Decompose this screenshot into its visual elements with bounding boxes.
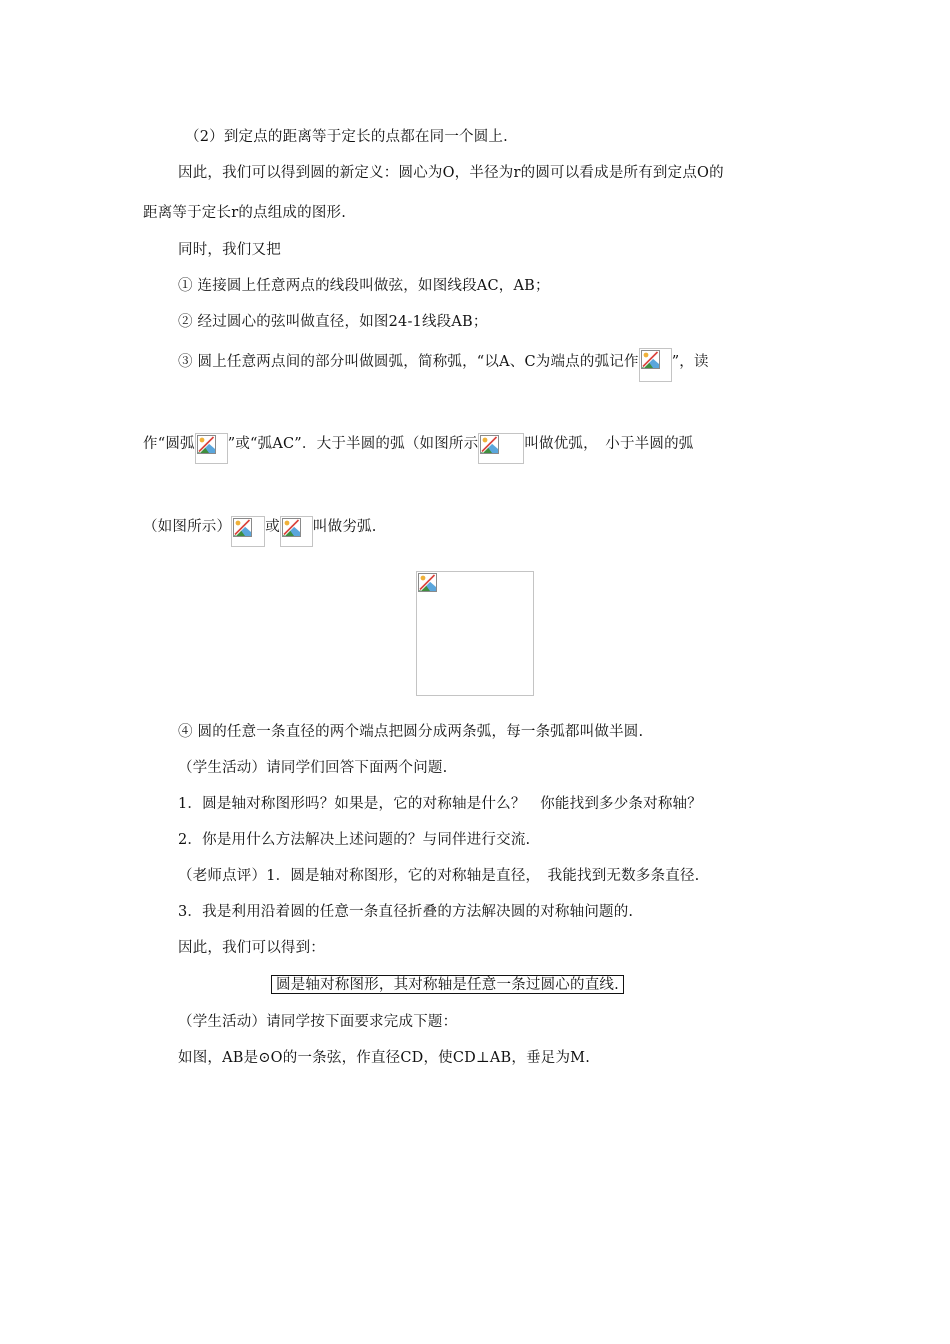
paragraph-4: 同时，我们又把 [178,242,281,258]
paragraph-7-text-b: ”，读 [671,354,709,370]
arc-symbol-image [195,433,228,464]
broken-image-icon [641,350,660,369]
paragraph-10: ④ 圆的任意一条直径的两个端点把圆分成两条弧，每一条弧都叫做半圆. [178,724,644,740]
paragraph-16: 因此，我们可以得到： [178,940,325,956]
paragraph-9-text-a: （如图所示） [143,519,232,535]
paragraph-9-text-c: 叫做劣弧. [312,519,377,535]
paragraph-9 [143,516,377,547]
minor-arc-image-2 [280,516,313,547]
broken-image-icon [418,573,437,592]
paragraph-8-text-b: ”或“弧AC”．大于半圆的弧（如图所示 [227,436,479,452]
broken-image-icon [197,435,216,454]
paragraph-14: （老师点评）1．圆是轴对称图形，它的对称轴是直径， 我能找到无数多条直径. [178,868,700,884]
broken-image-icon [282,518,301,537]
paragraph-3: 距离等于定长r的点组成的图形. [143,205,347,221]
circle-figure-image [416,571,534,696]
paragraph-6: ② 经过圆心的弦叫做直径，如图24-1线段AB； [178,314,488,330]
paragraph-19: 如图，AB是⊙O的一条弦，作直径CD，使CD⊥AB，垂足为M. [178,1050,591,1066]
minor-arc-image-1 [231,516,265,547]
paragraph-11: （学生活动）请同学们回答下面两个问题. [178,760,448,776]
arc-notation-image [639,348,672,382]
paragraph-8-text-a: 作“圆弧 [143,436,195,452]
paragraph-12: 1．圆是轴对称图形吗？如果是，它的对称轴是什么？ 你能找到多少条对称轴？ [178,796,702,812]
conclusion-box: 圆是轴对称图形，其对称轴是任意一条过圆心的直线. [271,975,624,994]
broken-image-icon [480,435,499,454]
paragraph-5: ① 连接圆上任意两点的线段叫做弦，如图线段AC，AB； [178,278,550,294]
paragraph-1: （2）到定点的距离等于定长的点都在同一个圆上. [185,129,508,145]
boxed-conclusion [271,975,624,995]
paragraph-18: （学生活动）请同学按下面要求完成下题： [178,1014,458,1030]
paragraph-8 [143,433,693,464]
major-arc-image [478,433,524,464]
paragraph-9-text-b: 或 [265,519,280,535]
paragraph-7-text-a: ③ 圆上任意两点间的部分叫做圆弧，简称弧，“以A、C为端点的弧记作 [178,354,639,370]
paragraph-8-text-c: 叫做优弧， 小于半圆的弧 [524,436,694,452]
paragraph-2: 因此，我们可以得到圆的新定义：圆心为O，半径为r的圆可以看成是所有到定点O的 [178,165,724,181]
broken-image-icon [233,518,252,537]
paragraph-13: 2．你是用什么方法解决上述问题的？与同伴进行交流. [178,832,531,848]
paragraph-15: 3．我是利用沿着圆的任意一条直径折叠的方法解决圆的对称轴问题的. [178,904,634,920]
paragraph-7 [178,348,709,382]
